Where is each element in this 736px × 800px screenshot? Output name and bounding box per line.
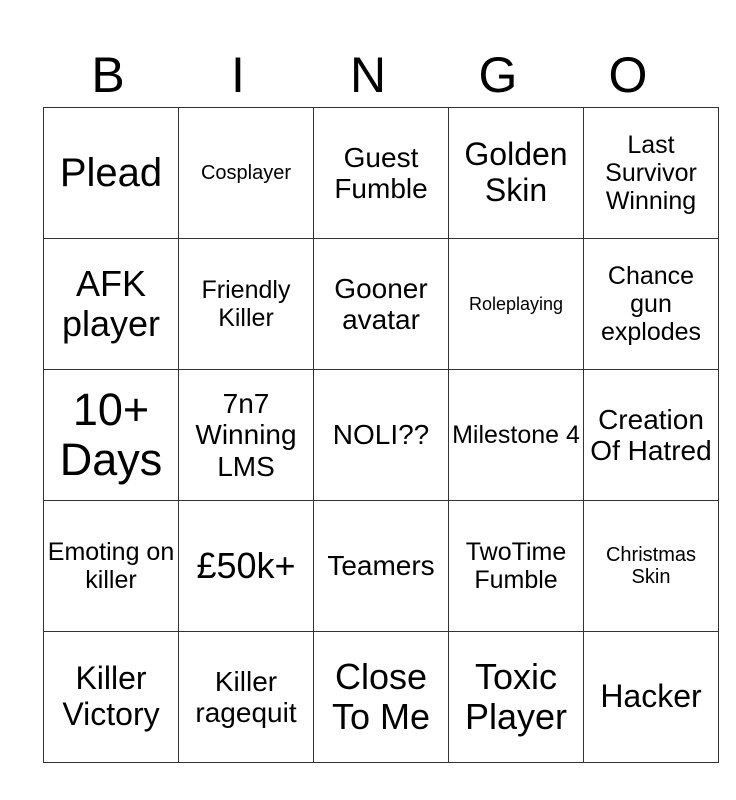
bingo-cell[interactable]: Emoting on killer	[44, 501, 179, 632]
header-letter-i: I	[231, 47, 245, 103]
bingo-cell[interactable]: Close To Me	[314, 632, 449, 763]
board-row	[44, 108, 719, 239]
board-row	[44, 370, 719, 501]
bingo-cell[interactable]: Teamers	[314, 501, 449, 632]
bingo-cell[interactable]: Golden Skin	[449, 108, 584, 239]
bingo-cell[interactable]: AFK player	[44, 239, 179, 370]
bingo-header	[43, 42, 693, 108]
bingo-cell[interactable]: Killer ragequit	[179, 632, 314, 763]
bingo-cell[interactable]: Guest Fumble	[314, 108, 449, 239]
bingo-cell[interactable]: Christmas Skin	[584, 501, 719, 632]
board-row	[44, 632, 719, 763]
header-letter-b: B	[91, 47, 125, 103]
board-row	[44, 239, 719, 370]
header-letter-o: O	[608, 47, 648, 103]
board-row	[44, 501, 719, 632]
bingo-cell[interactable]: 10+ Days	[44, 370, 179, 501]
bingo-cell[interactable]: Cosplayer	[179, 108, 314, 239]
bingo-cell[interactable]: Toxic Player	[449, 632, 584, 763]
bingo-cell[interactable]: Roleplaying	[449, 239, 584, 370]
bingo-cell[interactable]: Friendly Killer	[179, 239, 314, 370]
header-letter-n: N	[349, 47, 387, 103]
bingo-cell[interactable]: Gooner avatar	[314, 239, 449, 370]
bingo-cell[interactable]: Hacker	[584, 632, 719, 763]
bingo-cell[interactable]: Plead	[44, 108, 179, 239]
bingo-cell[interactable]: Chance gun explodes	[584, 239, 719, 370]
bingo-cell[interactable]: £50k+	[179, 501, 314, 632]
bingo-cell[interactable]: Last Survivor Winning	[584, 108, 719, 239]
header-letter-g: G	[478, 47, 518, 103]
bingo-cell[interactable]: Milestone 4	[449, 370, 584, 501]
bingo-cell[interactable]: NOLI??	[314, 370, 449, 501]
bingo-board	[43, 107, 719, 763]
bingo-cell[interactable]: 7n7 Winning LMS	[179, 370, 314, 501]
bingo-cell[interactable]: Creation Of Hatred	[584, 370, 719, 501]
bingo-cell[interactable]: Killer Victory	[44, 632, 179, 763]
bingo-cell[interactable]: TwoTime Fumble	[449, 501, 584, 632]
